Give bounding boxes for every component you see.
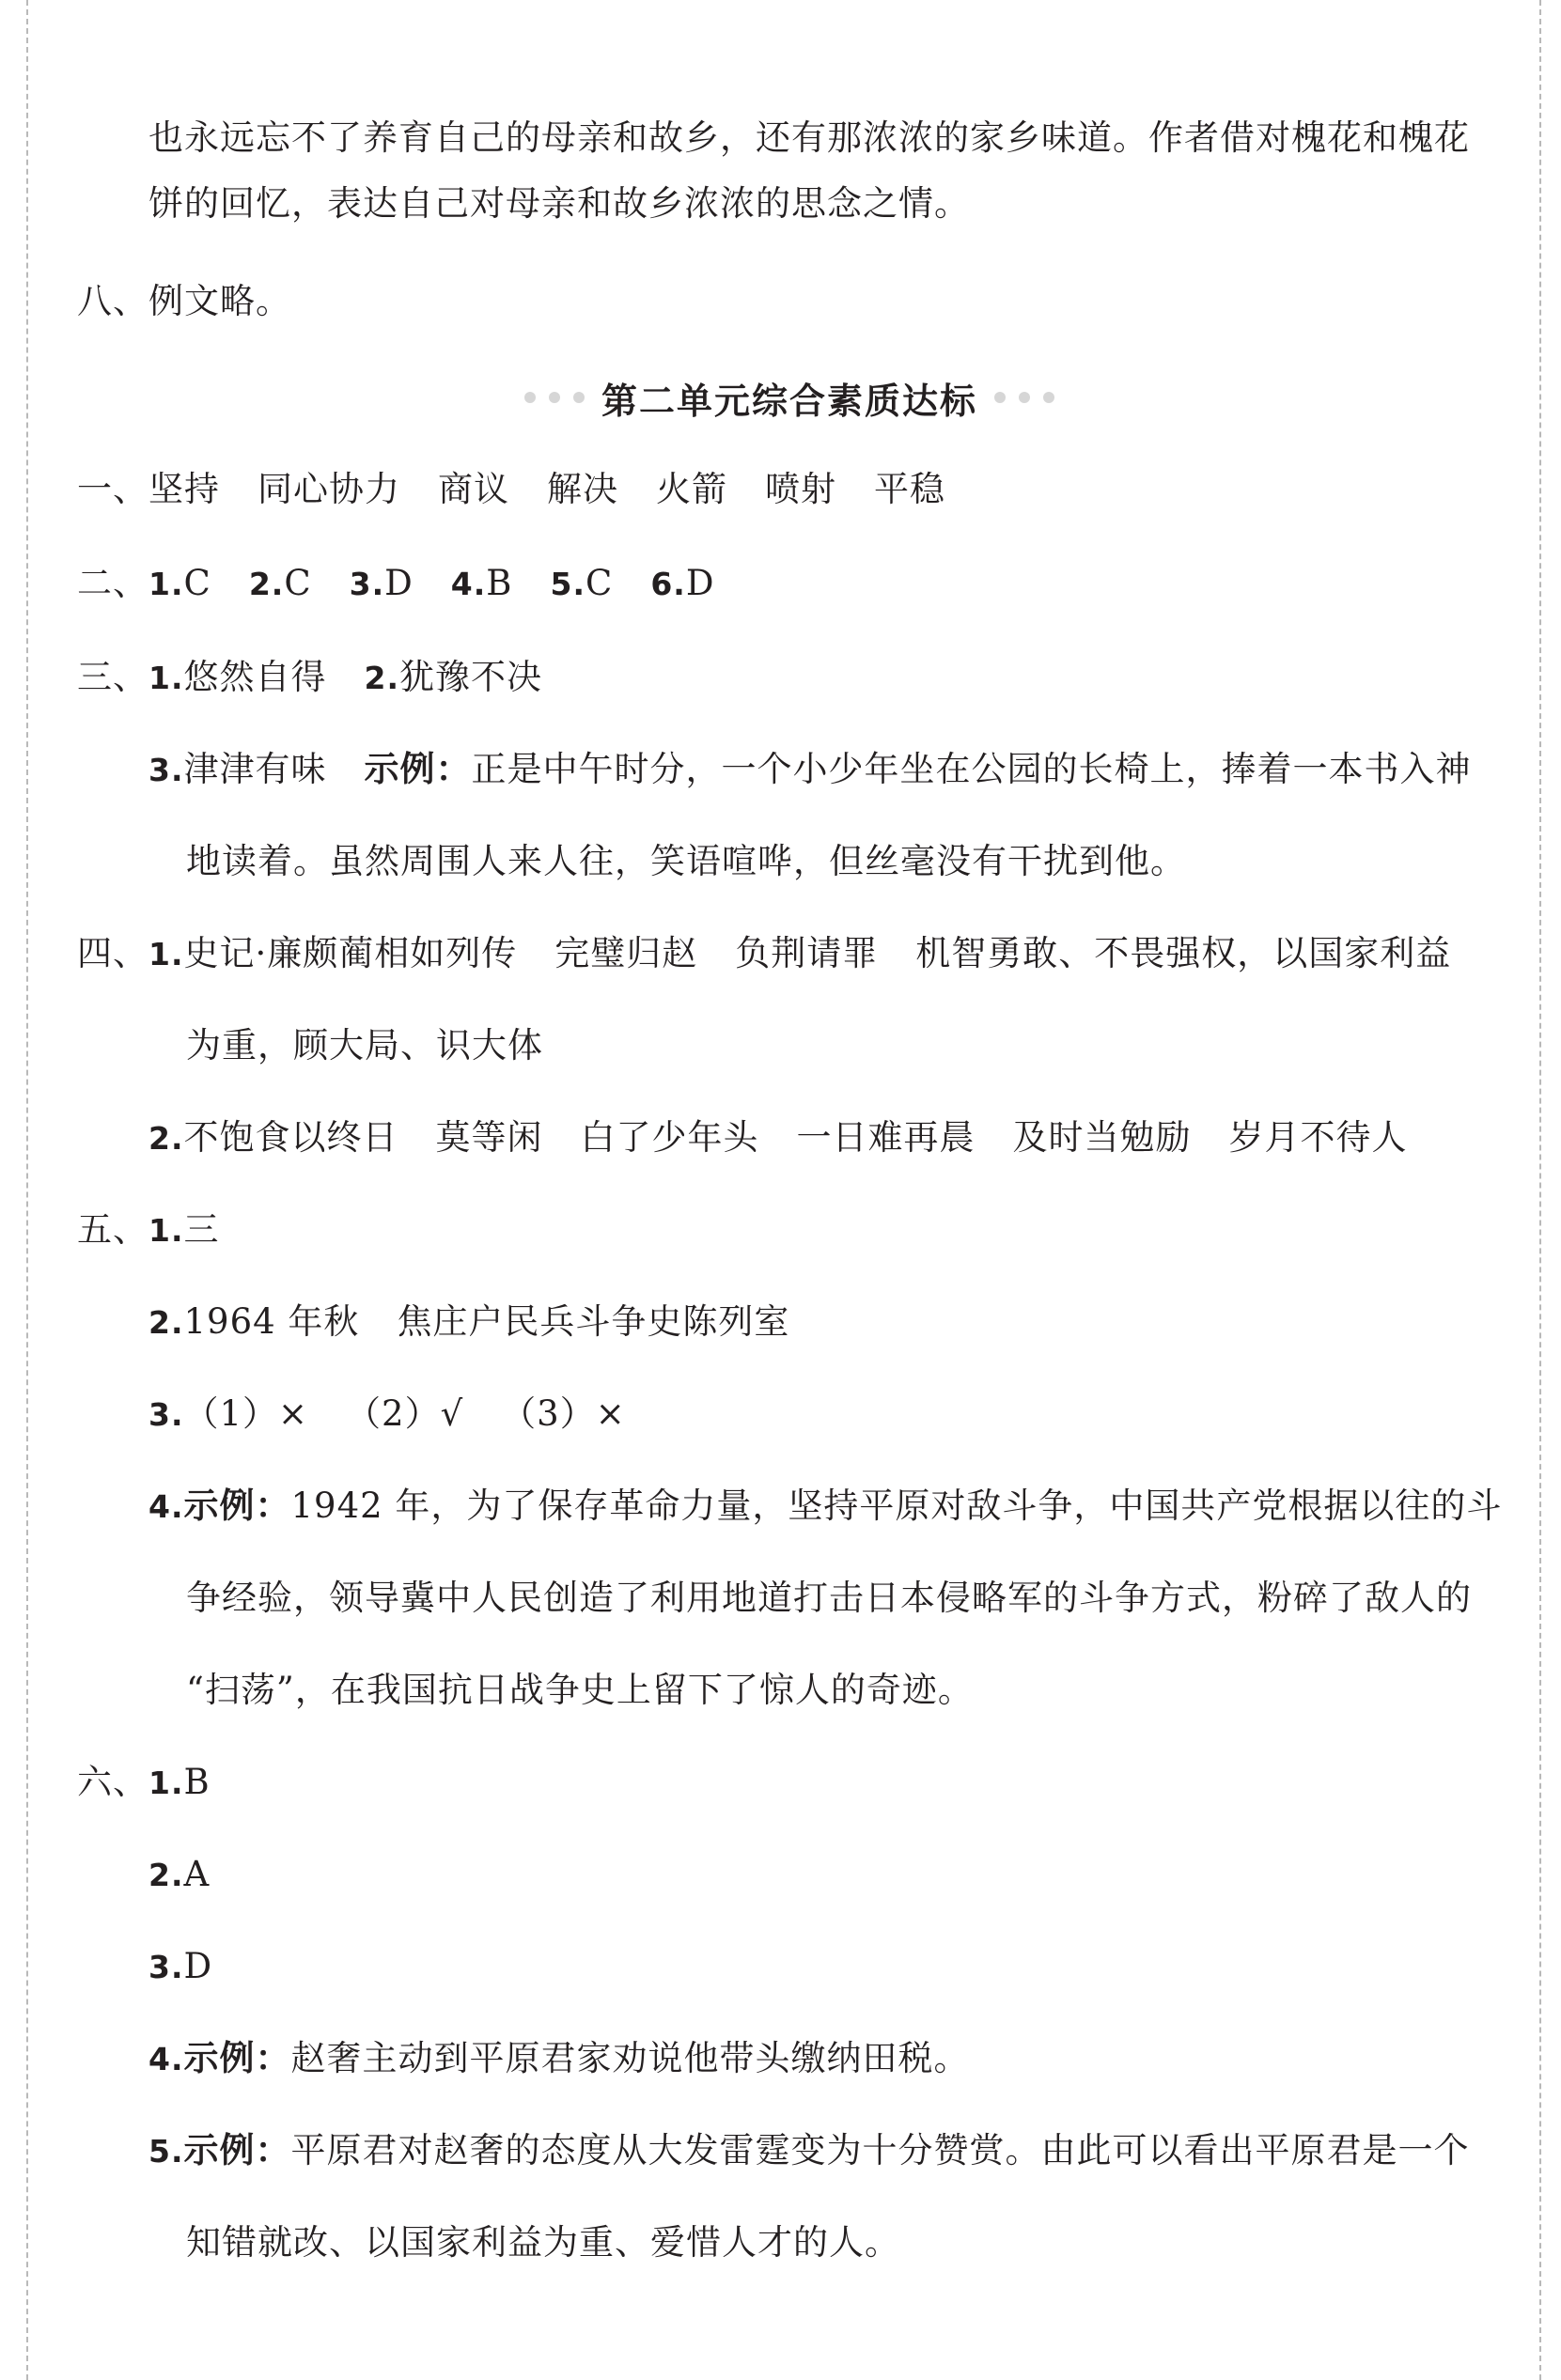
item-number: 2. (248, 566, 285, 602)
word: 解决 (547, 469, 618, 509)
item-number: 3. (148, 752, 184, 788)
word: 坚持 (148, 469, 220, 509)
item-number: 4. (148, 2041, 184, 2077)
section-4-item-1-cont: 为重，顾大局、识大体 (186, 1025, 543, 1066)
answer-text: 平原君对赵奢的态度从大发雷霆变为十分赞赏。由此可以看出平原君是一个 (290, 2130, 1470, 2170)
dot-icon (1043, 392, 1054, 403)
item-number: 2. (148, 1120, 184, 1157)
answer: C (284, 563, 312, 603)
answer: 焦庄户民兵斗争史陈列室 (397, 1301, 790, 1342)
item-number: 3. (148, 1396, 184, 1433)
section-5-item-4-cont-1: 争经验，领导冀中人民创造了利用地道打击日本侵略军的斗争方式，粉碎了敌人的 (186, 1578, 1472, 1618)
answer: A (183, 1854, 211, 1894)
answer: 机智勇敢、不畏强权，以国家利益 (915, 933, 1452, 973)
title-dots-left (524, 392, 585, 403)
example-label: 示例： (183, 2130, 291, 2170)
section-6-item-3 (148, 1945, 1505, 1989)
item-number: 4. (450, 566, 487, 602)
answer: B (183, 1762, 211, 1802)
section-5-item-3 (148, 1392, 1505, 1437)
section-5-label: 五、 (77, 1209, 148, 1250)
section-6 (77, 1761, 1505, 1805)
answer: 津津有味 (183, 749, 327, 789)
section-6-item-2 (148, 1853, 1505, 1897)
dot-icon (549, 392, 560, 403)
section-2-label: 二、 (77, 563, 148, 603)
dot-icon (994, 392, 1006, 403)
answer: C (183, 563, 211, 603)
item-number: 1. (148, 1765, 184, 1801)
item-number: 1. (148, 936, 184, 972)
answer: 完璧归赵 (554, 933, 698, 973)
section-3 (77, 656, 1505, 700)
dot-icon (524, 392, 536, 403)
unit-title: 第二单元综合素质达标 (601, 380, 977, 422)
answer: D (384, 563, 414, 603)
answer: 一日难再晨 (796, 1117, 976, 1158)
word: 喷射 (765, 469, 836, 509)
answer-text: 1942 年，为了保存革命力量，坚持平原对敌斗争，中国共产党根据以往的斗 (290, 1486, 1503, 1526)
item-number: 2. (148, 1304, 184, 1341)
section-6-item-4 (148, 2037, 1505, 2081)
answer: 白了少年头 (580, 1117, 759, 1158)
answer: D (183, 1946, 213, 1986)
item-number: 1. (148, 660, 184, 696)
answer: （3）× (501, 1393, 626, 1434)
intro-line-2: 饼的回忆，表达自己对母亲和故乡浓浓的思念之情。 (148, 183, 970, 224)
word: 平稳 (874, 469, 945, 509)
word: 火箭 (656, 469, 727, 509)
unit-title-row (470, 371, 1109, 424)
intro-line-1: 也永远忘不了养育自己的母亲和故乡，还有那浓浓的家乡味道。作者借对槐花和槐花 (148, 117, 1470, 158)
section-2 (77, 562, 1505, 606)
word: 同心协力 (258, 469, 400, 509)
answer: 岁月不待人 (1228, 1117, 1408, 1158)
section-4 (77, 932, 1505, 976)
section-3-item-3 (148, 748, 1505, 792)
section-5-item-4-cont-2: “扫荡”，在我国抗日战争史上留下了惊人的奇迹。 (186, 1670, 974, 1710)
section-6-item-5 (148, 2129, 1505, 2173)
answer: 犹豫不决 (399, 657, 542, 697)
answer: B (486, 563, 513, 603)
section-6-item-5-cont: 知错就改、以国家利益为重、爱惜人才的人。 (186, 2222, 900, 2263)
answer: C (585, 563, 614, 603)
example-label: 示例： (364, 749, 472, 789)
item-number: 2. (148, 1857, 184, 1893)
item-number: 4. (148, 1488, 184, 1525)
answer: 1964 年秋 (183, 1301, 360, 1342)
title-dots-right (994, 392, 1054, 403)
section-5-item-4 (148, 1485, 1505, 1529)
section-3-item-3-cont: 地读着。虽然周围人来人往，笑语喧哗，但丝毫没有干扰到他。 (186, 841, 1186, 881)
item-number: 1. (148, 1212, 184, 1249)
section-3-label: 三、 (77, 657, 148, 697)
word: 商议 (438, 469, 509, 509)
answer: 不饱食以终日 (183, 1117, 398, 1158)
answer-text: 赵奢主动到平原君家劝说他带头缴纳田税。 (290, 2038, 970, 2078)
item-number: 5. (148, 2133, 184, 2170)
answer-text: 正是中午时分，一个小少年坐在公园的长椅上，捧着一本书入神 (471, 749, 1472, 789)
answer: （1）× (183, 1393, 309, 1434)
section-1-label: 一、 (77, 469, 148, 509)
dot-icon (1019, 392, 1030, 403)
answer: 及时当勉励 (1012, 1117, 1192, 1158)
item-number: 1. (148, 566, 184, 602)
dot-icon (573, 392, 585, 403)
answer: （2）√ (346, 1393, 464, 1434)
answer: 三 (183, 1209, 220, 1250)
answer: 悠然自得 (183, 657, 327, 697)
example-label: 示例： (183, 1486, 291, 1526)
section-6-label: 六、 (77, 1762, 148, 1802)
item-number: 2. (364, 660, 399, 696)
section-8: 八、例文略。 (77, 281, 291, 321)
section-5-item-2 (148, 1300, 1505, 1345)
section-4-item-2 (148, 1116, 1505, 1160)
answer: 负荆请罪 (735, 933, 879, 973)
answer: 莫等闲 (435, 1117, 543, 1158)
item-number: 3. (148, 1949, 184, 1985)
answer: 史记·廉颇蔺相如列传 (183, 933, 518, 973)
item-number: 5. (550, 566, 585, 602)
section-5 (77, 1208, 1505, 1252)
item-number: 6. (650, 566, 686, 602)
section-1 (77, 468, 1505, 511)
answer: D (685, 563, 715, 603)
item-number: 3. (349, 566, 385, 602)
example-label: 示例： (183, 2038, 291, 2078)
section-4-label: 四、 (77, 933, 148, 973)
